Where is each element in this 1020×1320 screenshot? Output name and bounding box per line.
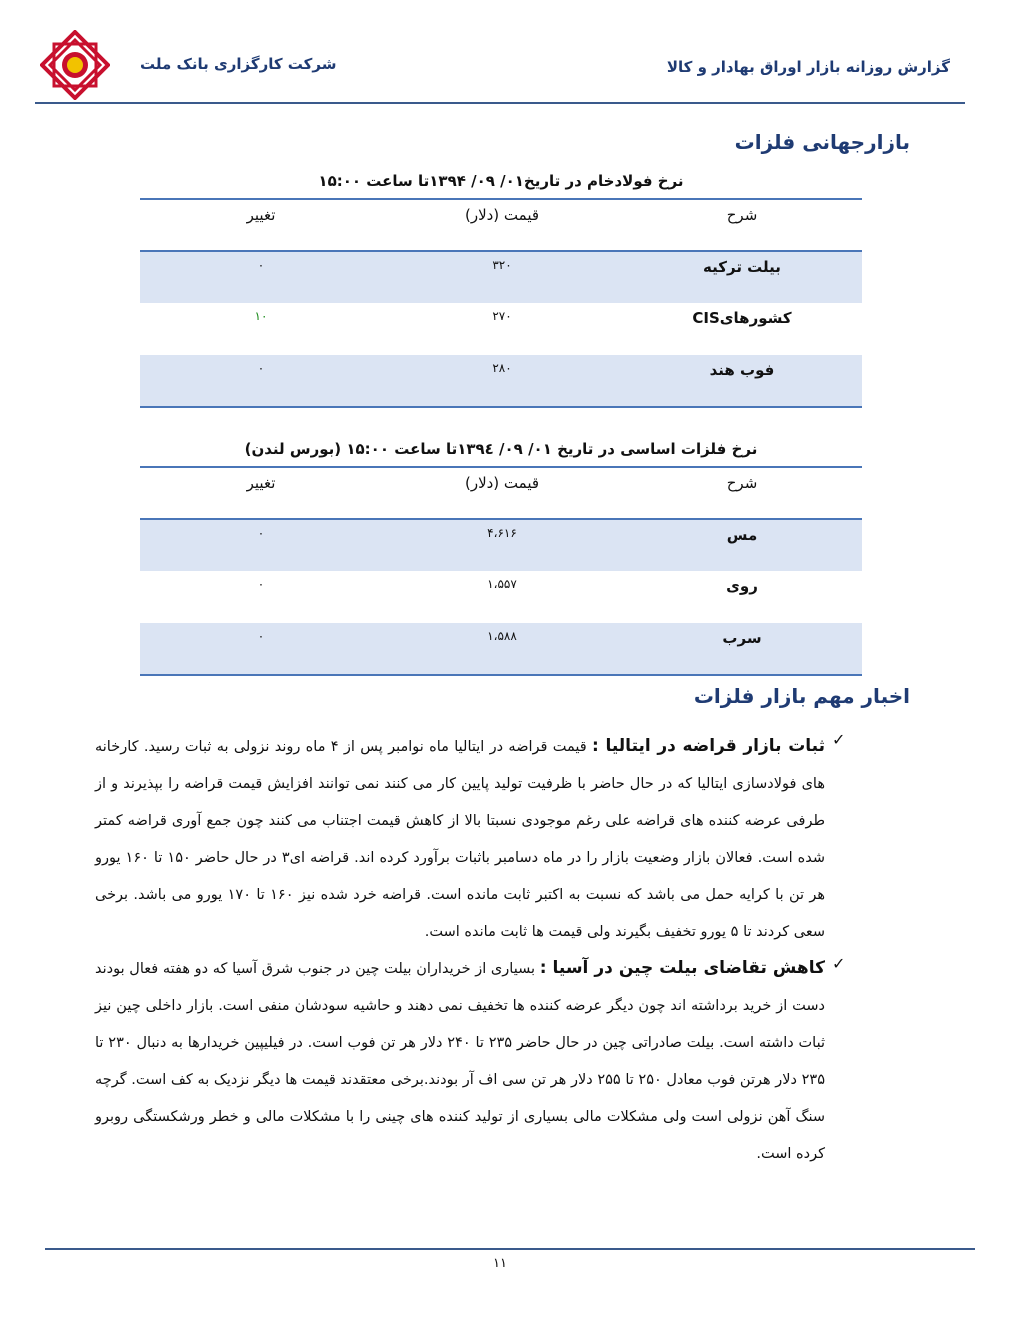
report-title: گزارش روزانه بازار اوراق بهادار و کالا [666,58,950,76]
row-desc: سرب [622,623,862,675]
footer-divider [45,1248,975,1250]
row-change: ۰ [140,519,382,571]
table-header-row [140,199,862,251]
section-title-news: اخبار مهم بازار فلزات [693,684,910,708]
news-headline: کاهش تقاضای بیلت چین در آسیا : [539,958,825,978]
row-change: ۰ [140,251,382,303]
news-body: بسیاری از خریداران بیلت چین در جنوب شرق آسیا که دو هفته فعال بودند دست از خرید برداشته اند چون دیگر عرضه کننده ها تخفیف نمی دهند و حاشیه سودشان منفی است. بازار داخلی چین نیز ثبات داشته است. بیلت صادراتی چین در حال حاضر ۲۳۵ تا ۲۴۰ دلار هر تن فوب است. در فیلیپین خریدارها به دنبال ۲۳۰ تا ۲۳۵ دلار هرتن فوب معادل ۲۵۰ تا ۲۵۵ دلار هر تن سی اف آر بودند.برخی معتقدند قیمت ها دیگر نزدیک به کف است. گرچه سنگ آهن نزولی است ولی مشکلات مالی بسیاری از تولید کننده های چینی را با مشکلات مالی و خطر ورشکستگی روبرو کرده است. [95,961,826,1162]
news-item [95,728,825,951]
row-desc: روی [726,577,758,595]
row-change: ۱۰ [254,309,268,323]
base-metals-table-caption: نرخ فلزات اساسی در تاریخ ۰۱/ ۰۹/ ۱۳۹٤تا ساعت ۱۵:۰۰ (بورس لندن) [244,440,758,458]
row-price: ۲۸۰ [382,355,622,407]
row-desc: فوب هند [622,355,862,407]
table-row [140,355,862,407]
header-price: قیمت (دلار) [382,467,622,519]
row-desc: مس [622,519,862,571]
header-desc: شرح [622,199,862,251]
checkmark-icon: ✓ [832,954,846,973]
checkmark-icon: ✓ [832,730,846,749]
header-price: قیمت (دلار) [382,199,622,251]
row-price: ۳۲۰ [382,251,622,303]
base-metals-price-table [140,466,862,676]
table-row [140,251,862,303]
row-price: ۴،۶۱۶ [382,519,622,571]
header-change: تغییر [140,199,382,251]
header-change: تغییر [140,467,382,519]
row-change: ۰ [140,623,382,675]
row-desc: کشورهایCIS [692,309,792,327]
section-title-metals: بازارجهانی فلزات [734,130,910,154]
row-change: ۰ [257,577,265,591]
company-name: شرکت کارگزاری بانک ملت [140,55,337,73]
table-row [140,303,862,355]
header-divider [35,102,965,104]
header-desc: شرح [622,467,862,519]
row-price: ۲۷۰ [492,309,512,323]
steel-table-caption: نرخ فولادخام در تاریخ۰۱/ ۰۹/ ۱۳۹۴تا ساعت ۱۵:۰۰ [318,172,684,190]
table-row [140,623,862,675]
row-price: ۱،۵۵۷ [487,577,517,591]
table-row [140,571,862,623]
row-desc: بیلت ترکیه [622,251,862,303]
row-change: ۰ [140,355,382,407]
news-headline: ثبات بازار قراضه در ایتالیا : [592,736,825,756]
bank-mellat-logo-icon [40,30,110,100]
steel-price-table [140,198,862,408]
table-row [140,519,862,571]
news-body: قیمت قراضه در ایتالیا ماه نوامبر پس از ۴ ماه روند نزولی به ثبات رسید. کارخانه های فولادسازی ایتالیا که در حال حاضر با ظرفیت تولید پایین کار می کنند نمی توانند افزایش قیمت قراضه را بپذیرند و از طرفی عرضه کننده های قراضه علی رغم موجودی نسبتا بالا از کاهش قیمت اجتناب می کنند چون جمع آوری قراضه کمتر شده است. فعالان بازار وضعیت بازار را در ماه دسامبر باثبات برآورد کرده اند. قراضه ای۳ در حال حاضر ۱۵۰ تا ۱۶۰ یورو هر تن با کرایه حمل می باشد که نسبت به اکتبر ثابت مانده است. قراضه خرد شده نیز ۱۶۰ تا ۱۷۰ یورو می باشد. برخی سعی کردند تا ۵ یورو تخفیف بگیرند ولی قیمت ها ثابت مانده است. [95,739,826,940]
row-price: ۱،۵۸۸ [382,623,622,675]
page-number: ۱۱ [493,1256,507,1271]
table-header-row [140,467,862,519]
news-item [95,950,825,1173]
